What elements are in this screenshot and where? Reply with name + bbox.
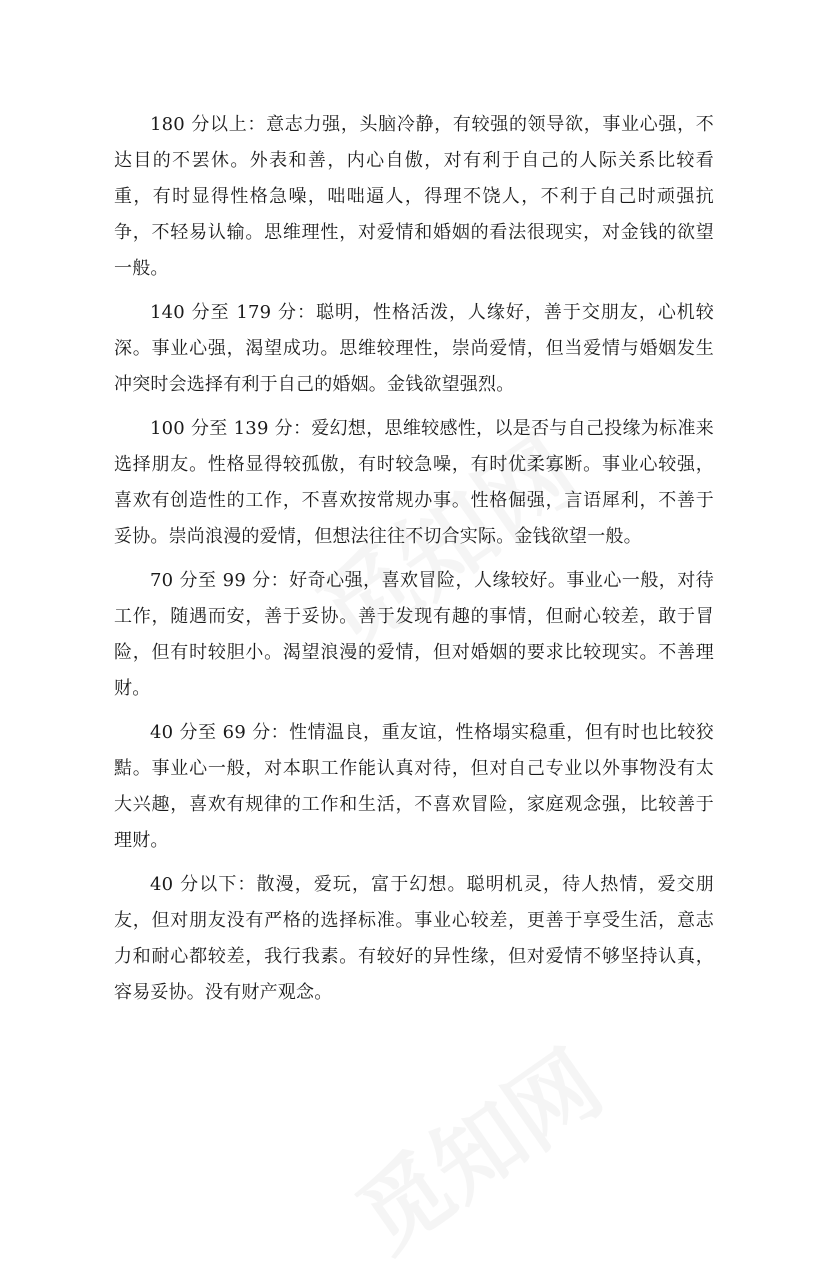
- paragraph-text: 爱幻想，思维较感性，以是否与自己投缘为标准来选择朋友。性格显得较孤傲，有时较急噪，有时优柔寡断。事业心较强，喜欢有创造性的工作，不喜欢按常规办事。性格倔强，言语犀利，不善于妥协。崇尚浪漫的爱情，但想法往往不切合实际。金钱欲望一般。: [114, 418, 714, 547]
- score-range: 70 分至 99 分：: [150, 570, 290, 591]
- paragraph-text: 好奇心强，喜欢冒险，人缘较好。事业心一般，对待工作，随遇而安，善于妥协。善于发现有趣的事情，但耐心较差，敢于冒险，但有时较胆小。渴望浪漫的爱情，但对婚姻的要求比较现实。不善理财。: [114, 570, 714, 699]
- paragraph-70-99: [114, 563, 714, 707]
- score-range: 140 分至 179 分：: [150, 302, 317, 323]
- paragraph-100-139: [114, 411, 714, 555]
- watermark: [327, 1014, 623, 1275]
- document-body: [114, 107, 714, 1019]
- paragraph-180-plus: [114, 107, 714, 287]
- paragraph-below-40: [114, 867, 714, 1011]
- paragraph-140-179: [114, 295, 714, 403]
- score-range: 180 分以上：: [150, 114, 267, 135]
- score-range: 100 分至 139 分：: [150, 418, 312, 439]
- paragraph-text: 聪明，性格活泼，人缘好，善于交朋友，心机较深。事业心强，渴望成功。思维较理性，崇尚爱情，但当爱情与婚姻发生冲突时会选择有利于自己的婚姻。金钱欲望强烈。: [114, 302, 715, 395]
- paragraph-40-69: [114, 715, 714, 859]
- paragraph-text: 性情温良，重友谊，性格塌实稳重，但有时也比较狡黠。事业心一般，对本职工作能认真对待，但对自己专业以外事物没有太大兴趣，喜欢有规律的工作和生活，不喜欢冒险，家庭观念强，比较善于理财。: [114, 722, 714, 851]
- score-range: 40 分至 69 分：: [150, 722, 290, 743]
- score-range: 40 分以下：: [150, 874, 257, 895]
- paragraph-text: 散漫，爱玩，富于幻想。聪明机灵，待人热情，爱交朋友，但对朋友没有严格的选择标准。事业心较差，更善于享受生活，意志力和耐心都较差，我行我素。有较好的异性缘，但对爱情不够坚持认真，容易妥协。没有财产观念。: [114, 874, 714, 1003]
- paragraph-text: 意志力强，头脑冷静，有较强的领导欲，事业心强，不达目的不罢休。外表和善，内心自傲，对有利于自己的人际关系比较看重，有时显得性格急噪，咄咄逼人，得理不饶人，不利于自己时顽强抗争，不轻易认输。思维理性，对爱情和婚姻的看法很现实，对金钱的欲望一般。: [114, 114, 714, 279]
